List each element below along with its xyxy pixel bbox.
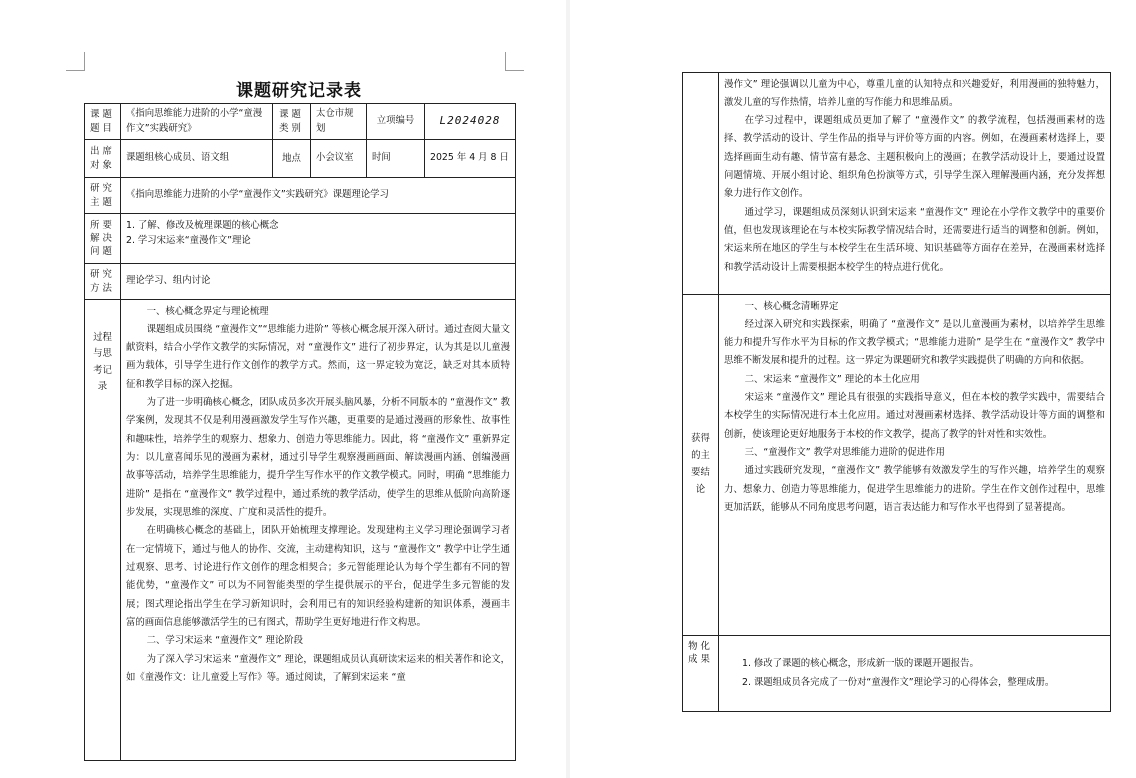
research-record-table-continued bbox=[682, 72, 1111, 712]
process-paragraph: 通过学习，课题组成员深刻认识到宋运来 “童漫作文” 理论在小学作文教学中的重要价值，但也发现该理论在与本校实际教学情况结合时，还需要进行适当的调整和创新。例如，宋运来所在地区的学生与本校学生在生活环境、知识基础等方面存在差异，在漫画素材选择和教学活动设计上需要根据本校学生的特点进行优化。 bbox=[724, 206, 1105, 273]
conclusion-heading: 一、核心概念清晰界定 bbox=[744, 300, 839, 312]
theme-value: 《指向思维能力进阶的小学“童漫作文”实践研究》课题理论学习 bbox=[121, 178, 516, 214]
crop-mark-top-right bbox=[505, 52, 524, 71]
attendees-value: 课题组核心成员、语文组 bbox=[121, 140, 273, 178]
category-value: 太仓市规划 bbox=[311, 104, 367, 140]
project-no-value: L2024028 bbox=[425, 104, 516, 140]
results-record bbox=[719, 636, 1111, 712]
result-item: 2. 课题组成员各完成了一份对“童漫作文”理论学习的心得体会，整理成册。 bbox=[742, 676, 1055, 688]
topic-label: 课题题目 bbox=[85, 104, 121, 140]
process-heading: 二、学习宋运来 “童漫作文” 理论阶段 bbox=[146, 635, 303, 647]
time-label: 时间 bbox=[367, 140, 425, 178]
document-page-right bbox=[570, 0, 1136, 778]
process-paragraph: 在明确核心概念的基础上，团队开始梳理支撑理论。发现建构主义学习理论强调学习者在一定情境下，通过与他人的协作、交流，主动建构知识，这与 “童漫作文” 教学中让学生通过观察、思考、讨论进行作文创作的理念相契合；多元智能理论认为每个学生都有不同的智能优势，“童漫作文” 可以为不同智能类型的学生提供展示的平台，促进学生多元智能的发展；图式理论指出学生在学习新知识时，会利用已有的知识经验构建新的知识体系，漫画丰富的画面信息能够激活学生的已有图式，帮助学生更好地进行作文构思。 bbox=[126, 525, 510, 629]
theme-label: 研究主题 bbox=[85, 178, 121, 214]
process-paragraph: 漫作文” 理论强调以儿童为中心，尊重儿童的认知特点和兴趣爱好，利用漫画的独特魅力，激发儿童的写作热情，培养儿童的写作能力和思维品质。 bbox=[724, 78, 1105, 108]
project-no-label: 立项编号 bbox=[367, 104, 425, 140]
method-label: 研究方法 bbox=[85, 264, 121, 300]
process-paragraph: 为了深入学习宋运来 “童漫作文” 理论，课题组成员认真研读宋运来的相关著作和论文，如《童漫作文：让儿童爱上写作》等。通过阅读，了解到宋运来 “童 bbox=[126, 653, 510, 684]
process-paragraph: 为了进一步明确核心概念，团队成员多次开展头脑风暴，分析不同版本的 “童漫作文” 教学案例，发现其不仅是利用漫画激发学生写作兴趣，更重要的是通过漫画的形象性、故事性和趣味性，培养学生的观察力、想象力、创造力等思维能力。因此，将 “童漫作文” 重新界定为：以儿童喜闻乐见的漫画为素材，通过引导学生观察漫画画面、解读漫画内涵、创编漫画故事等活动，培养学生思维能力，提升学生写作水平的作文教学模式。同时，明确 “思维能力进阶” 是指在 “童漫作文” 教学过程中，通过系统的教学活动，使学生的思维从低阶向高阶逐步发展，实现思维的深度、广度和灵活性的提升。 bbox=[126, 397, 510, 519]
table-row-problems bbox=[85, 214, 516, 264]
time-value: 2025 年 4 月 8 日 bbox=[425, 140, 516, 178]
table-row-topic bbox=[85, 104, 516, 140]
problem-item: 1. 了解、修改及梳理课题的核心概念 bbox=[126, 220, 279, 231]
table-row-method bbox=[85, 264, 516, 300]
process-paragraph: 在学习过程中，课题组成员更加了解了 “童漫作文” 的教学流程，包括漫画素材的选择、教学活动的设计、学生作品的指导与评价等方面的内容。例如，在漫画素材选择上，要选择画面生动有趣、情节富有悬念、主题积极向上的漫画；在教学活动设计上，要通过设置问题情境、开展小组讨论、组织角色扮演等方式，引导学生深入理解漫画内涵，充分发挥想象力进行作文创作。 bbox=[724, 115, 1105, 200]
conclusion-paragraph: 通过实践研究发现，“童漫作文” 教学能够有效激发学生的写作兴趣，培养学生的观察力、想象力、创造力等思维能力，促进学生思维能力的进阶。学生在作文创作过程中，思维更加活跃，能够从不同角度思考问题，语言表达能力和写作水平也得到了显著提高。 bbox=[724, 465, 1105, 514]
table-row-attendees bbox=[85, 140, 516, 178]
research-record-table bbox=[84, 103, 516, 761]
process-paragraph: 课题组成员围绕 “童漫作文”“思维能力进阶” 等核心概念展开深入研讨。通过查阅大量文献资料，结合小学作文教学的实际情况，对 “童漫作文” 进行了初步界定，认为其是以儿童漫画为载体，引导学生进行作文创作的教学方式。然而，这一界定较为宽泛，缺乏对其本质特征和教学目标的深入挖掘。 bbox=[126, 323, 510, 390]
result-item: 1. 修改了课题的核心概念，形成新一版的课题开题报告。 bbox=[742, 658, 979, 670]
process-label: 过程与思考记录 bbox=[85, 300, 121, 761]
form-title: 课题研究记录表 bbox=[236, 81, 362, 101]
category-label: 课题类别 bbox=[273, 104, 311, 140]
problem-item: 2. 学习宋运来“童漫作文”理论 bbox=[126, 235, 251, 247]
process-record bbox=[121, 300, 516, 761]
results-label: 物化成果 bbox=[683, 636, 719, 712]
process-record-continued bbox=[719, 73, 1111, 295]
conclusion-paragraph: 经过深入研究和实践探索，明确了 “童漫作文” 是以儿童漫画为素材，以培养学生思维能力和提升写作水平为目标的作文教学模式；“思维能力进阶” 是学生在 “童漫作文” 教学中思维不断发展和提升的过程。这一界定为课题研究和教学实践提供了明确的方向和依据。 bbox=[724, 318, 1105, 367]
process-label-continued bbox=[683, 73, 719, 295]
conclusion-heading: 二、宋运来 “童漫作文” 理论的本土化应用 bbox=[744, 373, 920, 385]
table-row-theme bbox=[85, 178, 516, 214]
table-row-process bbox=[85, 300, 516, 761]
topic-value: 《指向思维能力进阶的小学“童漫作文”实践研究》 bbox=[121, 104, 273, 140]
process-heading: 一、核心概念界定与理论梳理 bbox=[146, 305, 269, 317]
method-value: 理论学习、组内讨论 bbox=[121, 264, 516, 300]
location-value: 小会议室 bbox=[311, 140, 367, 178]
location-label: 地点 bbox=[273, 140, 311, 178]
table-row-results bbox=[683, 636, 1111, 712]
conclusion-heading: 三、“童漫作文” 教学对思维能力进阶的促进作用 bbox=[744, 447, 945, 459]
problems-label: 所要解决问题 bbox=[85, 214, 121, 264]
conclusion-paragraph: 宋运来 “童漫作文” 理论具有很强的实践指导意义，但在本校的教学实践中，需要结合本校学生的实际情况进行本土化应用。通过对漫画素材选择、教学活动设计等方面的调整和创新，使该理论更好地服务于本校的作文教学，提高了教学的针对性和实效性。 bbox=[724, 392, 1105, 440]
attendees-label: 出席对象 bbox=[85, 140, 121, 178]
conclusions-label: 获得的主要结论 bbox=[683, 295, 719, 636]
conclusions-record bbox=[719, 295, 1111, 636]
document-page-left bbox=[0, 0, 566, 778]
table-row-process-continued bbox=[683, 73, 1111, 295]
table-row-conclusions bbox=[683, 295, 1111, 636]
crop-mark-top-left bbox=[66, 52, 85, 71]
problems-list bbox=[121, 214, 516, 264]
